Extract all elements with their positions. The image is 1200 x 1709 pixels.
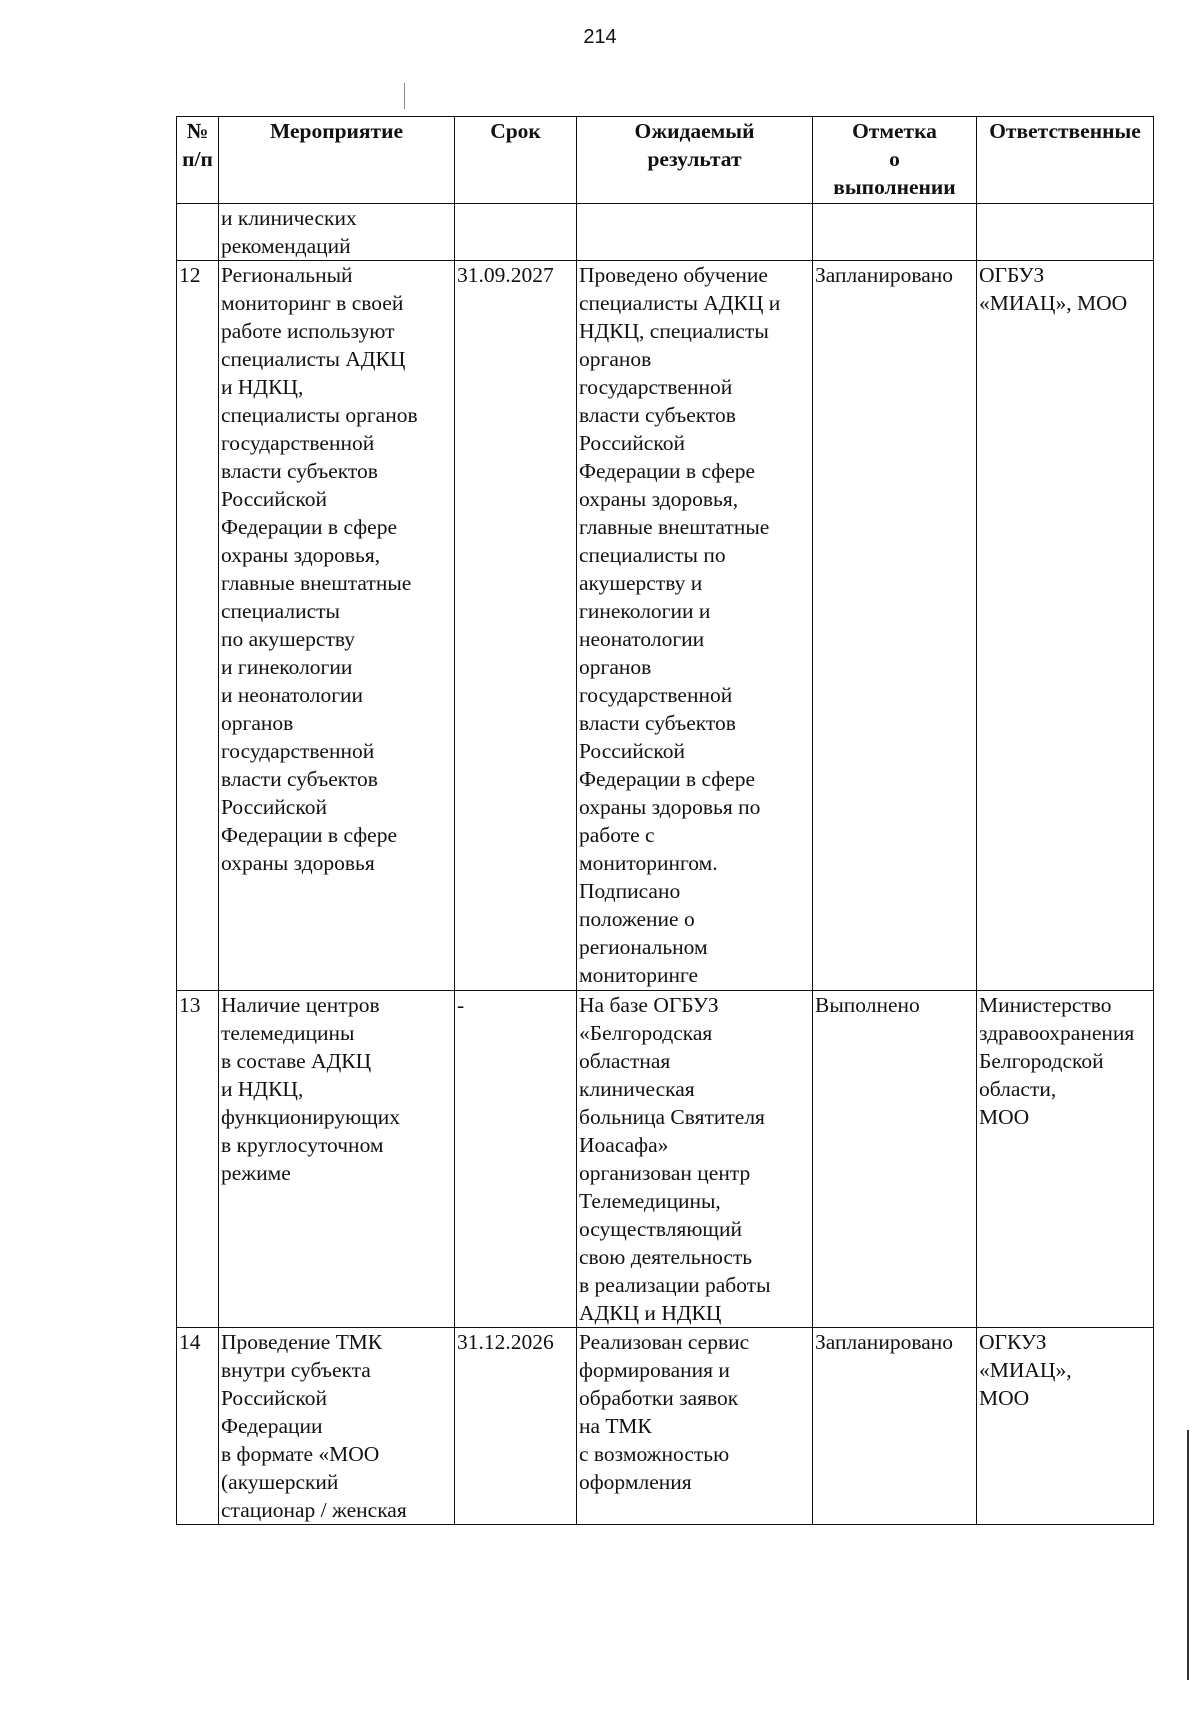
- cell-term: 31.09.2027: [455, 261, 577, 991]
- cell-event: Региональный мониторинг в своей работе используют специалисты АДКЦ и НДКЦ, специалисты органов государственной власти субъектов Российской Федерации в сфере охраны здоровья, главные внештатные специалисты по акушерству и гинекологии и неонатологии органов государственной власти субъектов Российской Федерации в сфере охраны здоровья: [219, 261, 455, 991]
- cell-num: [177, 204, 219, 261]
- cell-event: Проведение ТМК внутри субъекта Российской Федерации в формате «МОО (акушерский стационар / женская: [219, 1328, 455, 1525]
- cell-status: Запланировано: [813, 261, 977, 991]
- header-event: Мероприятие: [219, 117, 455, 204]
- plan-table: [176, 116, 1154, 1525]
- cell-status: [813, 204, 977, 261]
- table-row: [177, 991, 1154, 1328]
- cell-result: Реализован сервис формирования и обработки заявок на ТМК с возможностью оформления: [577, 1328, 813, 1525]
- cell-event: Наличие центров телемедицины в составе АДКЦ и НДКЦ, функционирующих в круглосуточном режиме: [219, 991, 455, 1328]
- page-number: 214: [583, 26, 617, 48]
- table-header-row: [177, 117, 1154, 204]
- cell-responsible: [977, 204, 1154, 261]
- cell-status: Запланировано: [813, 1328, 977, 1525]
- cell-term: 31.12.2026: [455, 1328, 577, 1525]
- scan-mark: [404, 83, 405, 109]
- cell-result: [577, 204, 813, 261]
- cell-responsible: ОГКУЗ «МИАЦ», МОО: [977, 1328, 1154, 1525]
- table-row: [177, 1328, 1154, 1525]
- cell-num: 13: [177, 991, 219, 1328]
- cell-responsible: ОГБУЗ «МИАЦ», МОО: [977, 261, 1154, 991]
- header-responsible: Ответственные: [977, 117, 1154, 204]
- cell-responsible: Министерство здравоохранения Белгородской области, МОО: [977, 991, 1154, 1328]
- cell-num: 12: [177, 261, 219, 991]
- header-status: Отметка о выполнении: [813, 117, 977, 204]
- cell-result: На базе ОГБУЗ «Белгородская областная клиническая больница Святителя Иоасафа» организован центр Телемедицины, осуществляющий свою деятельность в реализации работы АДКЦ и НДКЦ: [577, 991, 813, 1328]
- cell-term: [455, 204, 577, 261]
- table-row: [177, 204, 1154, 261]
- scan-edge-line: [1187, 1430, 1189, 1680]
- header-term: Срок: [455, 117, 577, 204]
- cell-result: Проведено обучение специалисты АДКЦ и НДКЦ, специалисты органов государственной власти субъектов Российской Федерации в сфере охраны здоровья, главные внештатные специалисты по акушерству и гинекологии и неонатологии органов государственной власти субъектов Российской Федерации в сфере охраны здоровья по работе с мониторингом. Подписано положение о региональном мониторинге: [577, 261, 813, 991]
- cell-term: -: [455, 991, 577, 1328]
- table-row: [177, 261, 1154, 991]
- header-num: № п/п: [177, 117, 219, 204]
- header-result: Ожидаемый результат: [577, 117, 813, 204]
- cell-event: и клинических рекомендаций: [219, 204, 455, 261]
- cell-status: Выполнено: [813, 991, 977, 1328]
- cell-num: 14: [177, 1328, 219, 1525]
